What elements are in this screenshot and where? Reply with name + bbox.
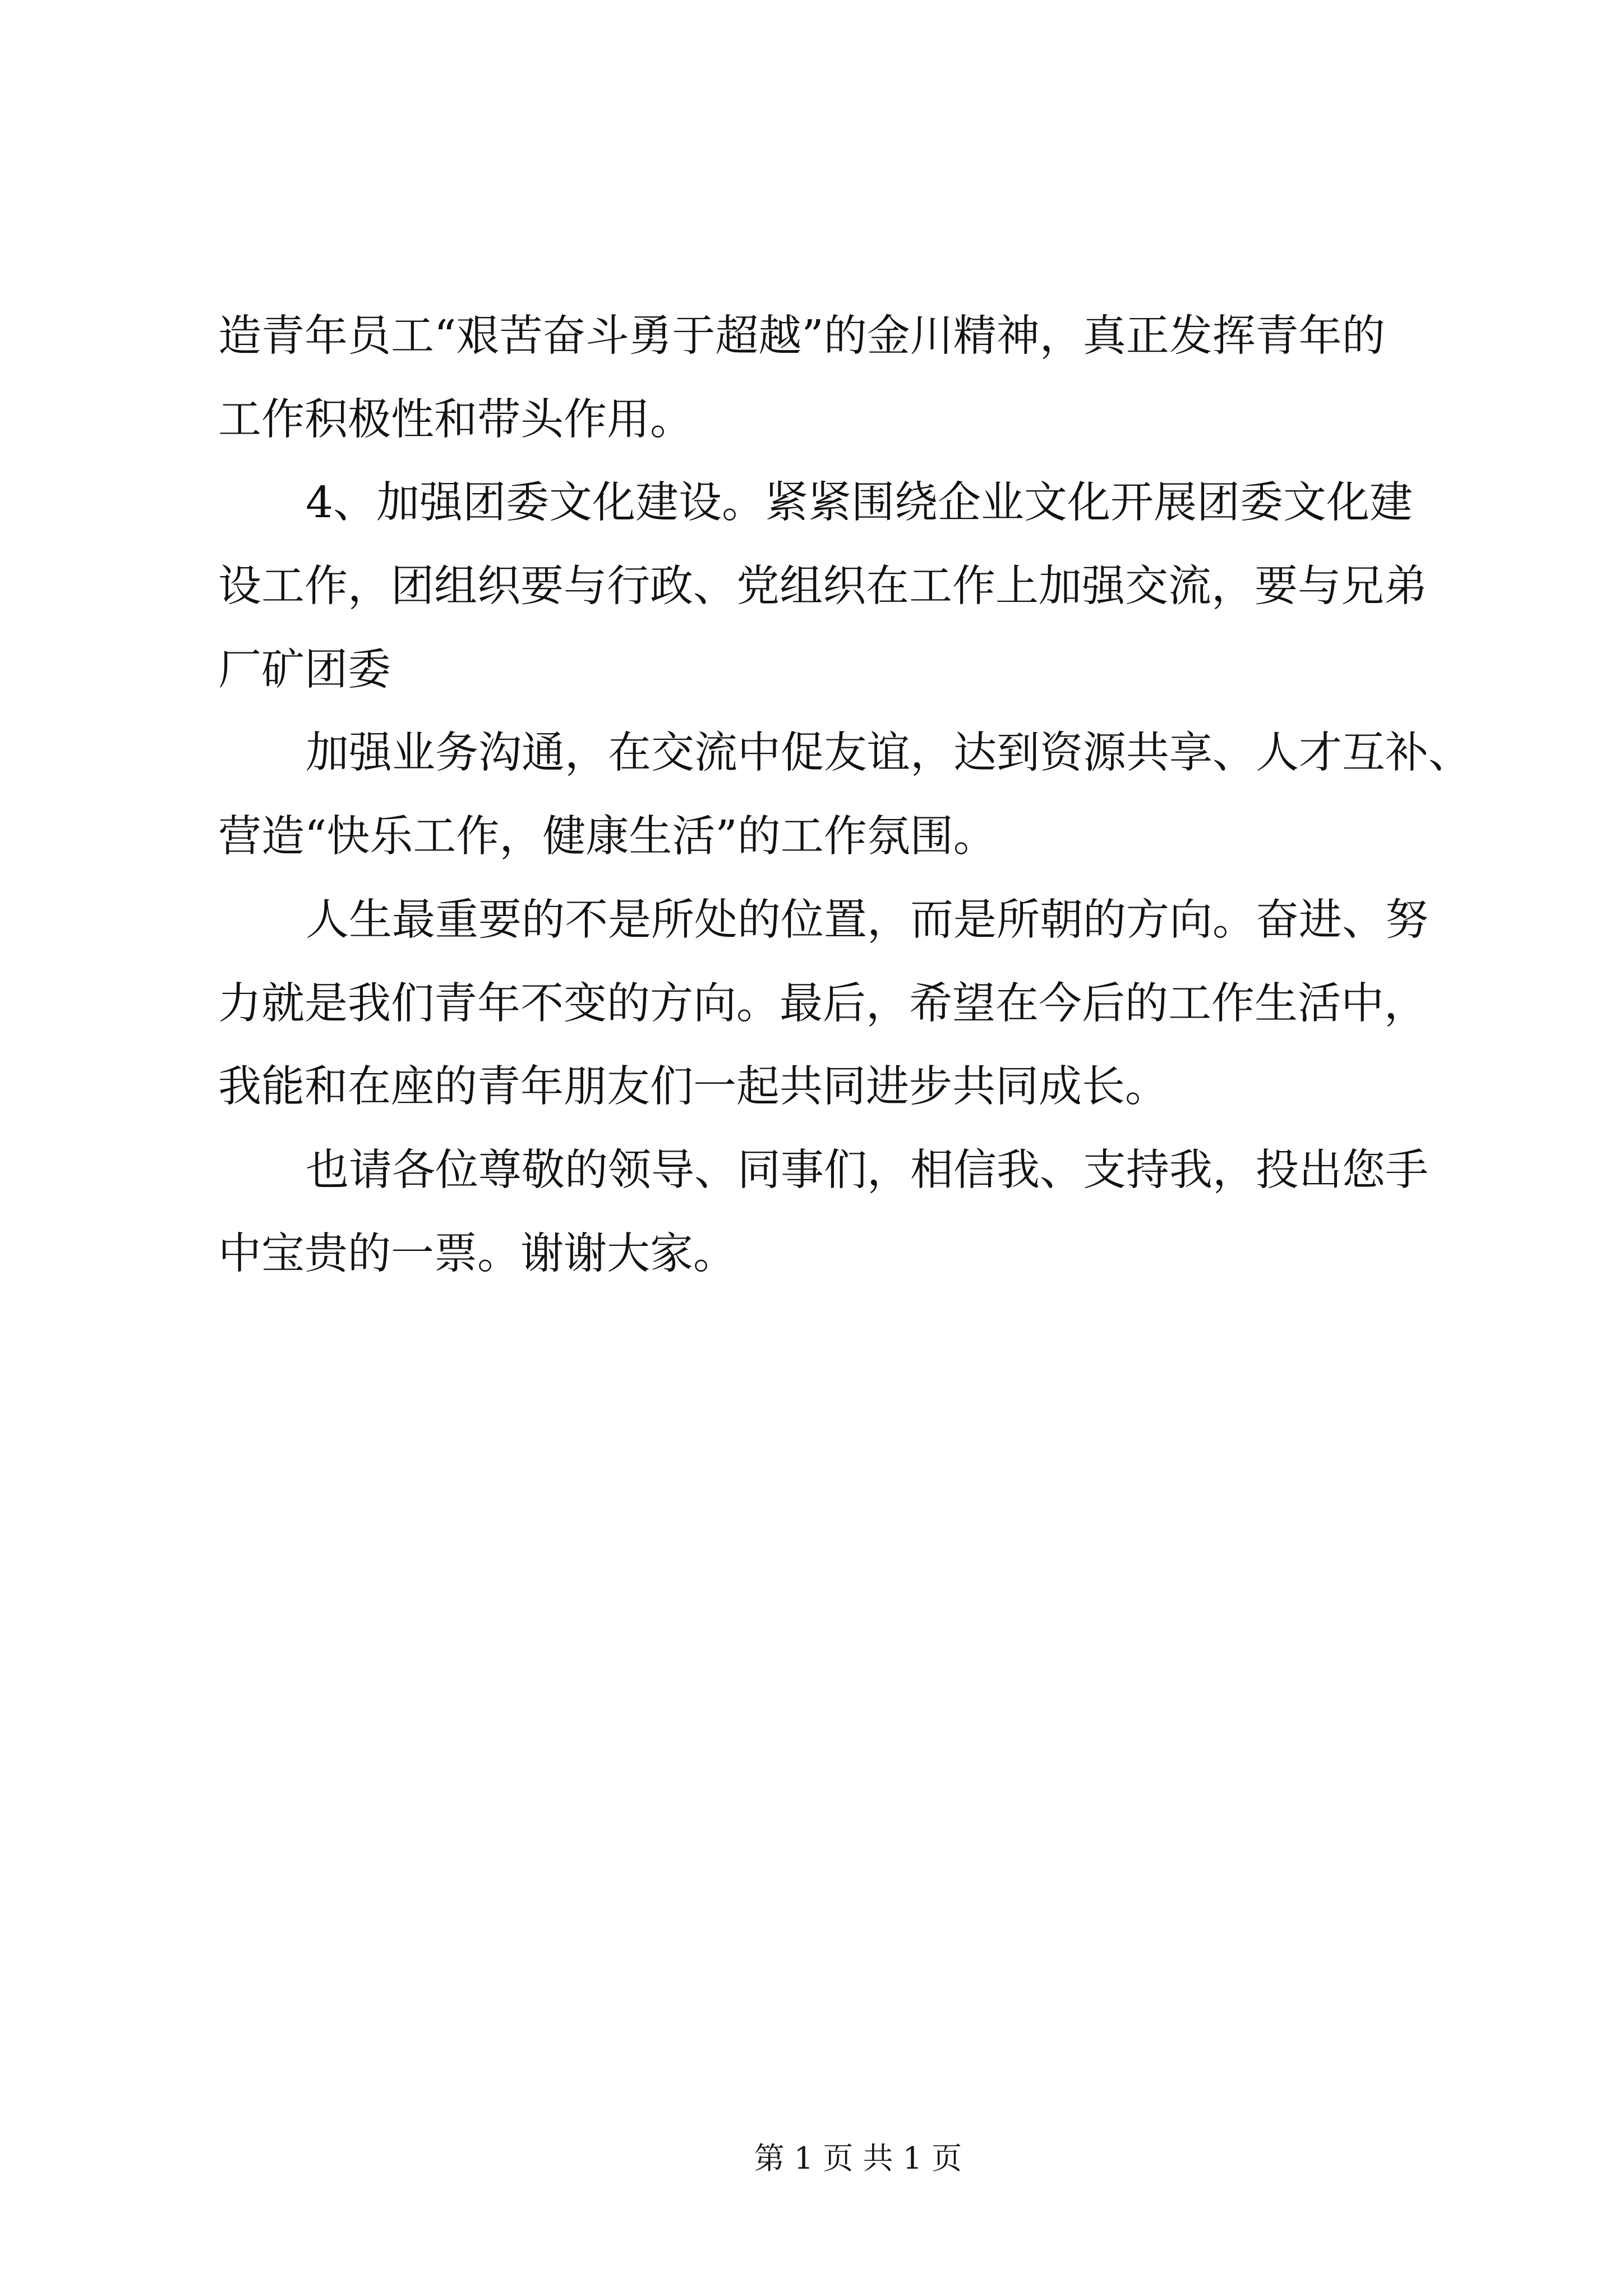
text-line: 工作积极性和带头作用。	[218, 394, 693, 445]
paragraph-continuation	[218, 295, 1441, 462]
text-line: 厂矿团委	[218, 645, 391, 695]
text-line: 中宝贵的一票。谢谢大家。	[218, 1228, 736, 1279]
document-body	[218, 295, 1472, 1296]
text-line: 加强业务沟通，在交流中促友谊，达到资源共享、人才互补、	[306, 728, 1472, 779]
text-line: 设工作，团组织要与行政、党组织在工作上加强交流，要与兄弟	[218, 562, 1427, 612]
text-line: 力就是我们青年不变的方向。最后，希望在今后的工作生活中，	[218, 978, 1427, 1029]
text-line: 我能和在座的青年朋友们一起共同进步共同成长。	[218, 1062, 1168, 1112]
text-line: 人生最重要的不是所处的位置，而是所朝的方向。奋进、努	[306, 895, 1428, 945]
text-line: 4、加强团委文化建设。紧紧围绕企业文化开展团委文化建	[306, 478, 1413, 528]
paragraph-thanks	[218, 1129, 1441, 1296]
paragraph-closing	[218, 879, 1441, 1129]
page-footer: 第 1 页 共 1 页	[754, 2141, 962, 2176]
text-line: 造青年员工“艰苦奋斗勇于超越”的金川精神，真正发挥青年的	[218, 311, 1385, 361]
paragraph-communication	[218, 712, 1472, 878]
text-line: 也请各位尊敬的领导、同事们，相信我、支持我，投出您手	[306, 1145, 1428, 1195]
text-line: 营造“快乐工作，健康生活”的工作氛围。	[218, 812, 997, 862]
paragraph-item-4	[218, 462, 1441, 712]
